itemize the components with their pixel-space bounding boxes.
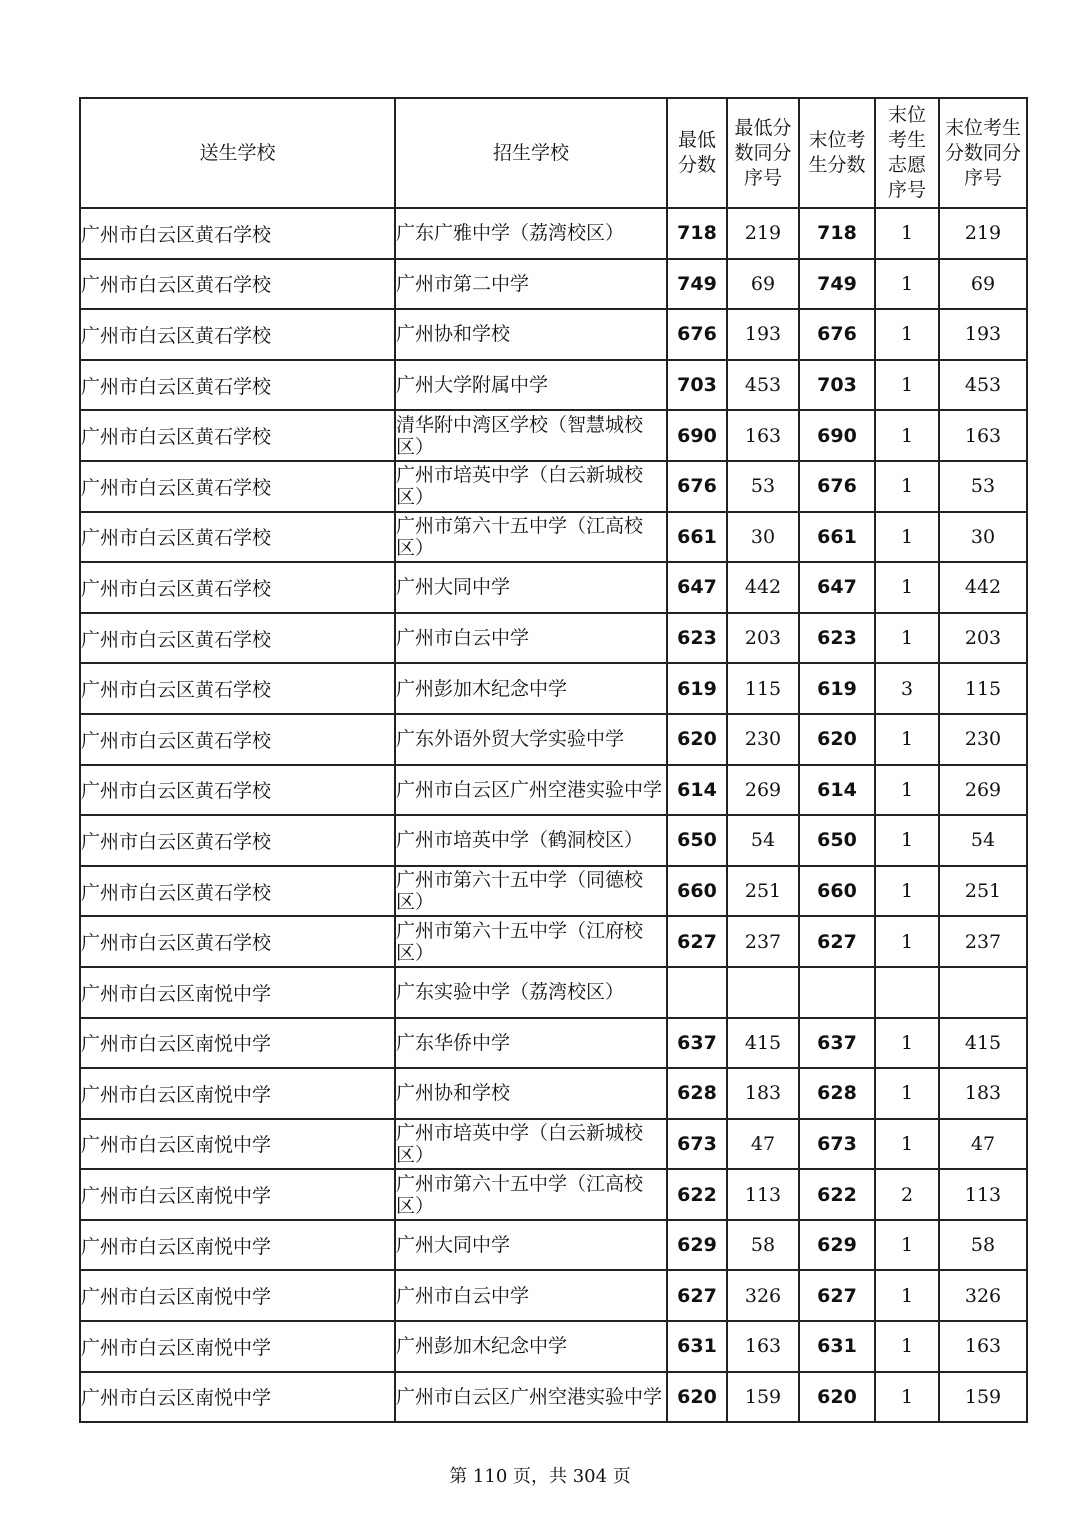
last-score-cell: 647 <box>799 562 875 613</box>
send-school-cell: 广州市白云区南悦中学 <box>80 1119 395 1170</box>
last-rank-cell: 326 <box>939 1270 1027 1321</box>
last-rank-cell: 163 <box>939 1321 1027 1372</box>
send-school-cell: 广州市白云区黄石学校 <box>80 714 395 765</box>
table-body <box>80 208 1027 1422</box>
send-school-cell: 广州市白云区南悦中学 <box>80 1169 395 1220</box>
recv-school-cell: 广东华侨中学 <box>395 1018 667 1069</box>
last-score-cell: 637 <box>799 1018 875 1069</box>
recv-school-cell: 广州大同中学 <box>395 1220 667 1271</box>
last-rank-cell: 251 <box>939 866 1027 917</box>
last-score-cell: 690 <box>799 410 875 461</box>
last-rank-cell: 183 <box>939 1068 1027 1119</box>
min-rank-cell: 54 <box>727 815 799 866</box>
last-score-cell: 673 <box>799 1119 875 1170</box>
table-row <box>80 309 1027 360</box>
page-number: 第 110 页，共 304 页 <box>449 1466 631 1487</box>
recv-school-cell: 广州市第二中学 <box>395 259 667 310</box>
last-wish-cell: 1 <box>875 1119 939 1170</box>
page-footer <box>0 1462 1080 1488</box>
last-score-cell: 631 <box>799 1321 875 1372</box>
min-score-cell: 661 <box>667 512 727 563</box>
table-row <box>80 916 1027 967</box>
send-school-cell: 广州市白云区黄石学校 <box>80 208 395 259</box>
table-row <box>80 1220 1027 1271</box>
last-wish-cell: 1 <box>875 1270 939 1321</box>
send-school-cell: 广州市白云区黄石学校 <box>80 360 395 411</box>
min-rank-cell: 115 <box>727 663 799 714</box>
min-score-cell: 620 <box>667 1372 727 1423</box>
min-score-cell: 622 <box>667 1169 727 1220</box>
send-school-cell: 广州市白云区黄石学校 <box>80 815 395 866</box>
min-rank-cell: 47 <box>727 1119 799 1170</box>
last-score-cell: 703 <box>799 360 875 411</box>
last-wish-cell: 1 <box>875 866 939 917</box>
min-score-cell: 629 <box>667 1220 727 1271</box>
min-rank-cell: 163 <box>727 1321 799 1372</box>
last-score-cell: 660 <box>799 866 875 917</box>
table-row <box>80 461 1027 512</box>
last-wish-cell: 1 <box>875 360 939 411</box>
last-score-cell: 661 <box>799 512 875 563</box>
min-rank-cell: 163 <box>727 410 799 461</box>
header-min-score: 最低 分数 <box>667 98 727 208</box>
recv-school-cell: 广州市培英中学（白云新城校区） <box>395 461 667 512</box>
table-row <box>80 815 1027 866</box>
last-wish-cell: 2 <box>875 1169 939 1220</box>
recv-school-cell: 广东广雅中学（荔湾校区） <box>395 208 667 259</box>
last-score-cell: 749 <box>799 259 875 310</box>
min-score-cell: 631 <box>667 1321 727 1372</box>
recv-school-cell: 广州市白云区广州空港实验中学 <box>395 765 667 816</box>
last-rank-cell: 163 <box>939 410 1027 461</box>
table-row <box>80 259 1027 310</box>
last-rank-cell: 442 <box>939 562 1027 613</box>
table-row <box>80 765 1027 816</box>
min-rank-cell: 203 <box>727 613 799 664</box>
last-wish-cell: 1 <box>875 613 939 664</box>
last-wish-cell: 1 <box>875 1321 939 1372</box>
recv-school-cell: 广州市白云中学 <box>395 1270 667 1321</box>
table-row <box>80 1270 1027 1321</box>
min-score-cell: 673 <box>667 1119 727 1170</box>
last-rank-cell: 58 <box>939 1220 1027 1271</box>
last-score-cell: 619 <box>799 663 875 714</box>
min-rank-cell: 69 <box>727 259 799 310</box>
recv-school-cell: 清华附中湾区学校（智慧城校区） <box>395 410 667 461</box>
header-last-wish: 末位 考生 志愿 序号 <box>875 98 939 208</box>
send-school-cell: 广州市白云区黄石学校 <box>80 663 395 714</box>
min-rank-cell: 251 <box>727 866 799 917</box>
last-rank-cell: 115 <box>939 663 1027 714</box>
last-score-cell: 627 <box>799 916 875 967</box>
table-row <box>80 1018 1027 1069</box>
table-row <box>80 208 1027 259</box>
last-score-cell: 628 <box>799 1068 875 1119</box>
last-wish-cell: 1 <box>875 1018 939 1069</box>
table-row <box>80 663 1027 714</box>
last-rank-cell: 219 <box>939 208 1027 259</box>
min-rank-cell: 113 <box>727 1169 799 1220</box>
last-rank-cell <box>939 967 1027 1018</box>
min-score-cell: 660 <box>667 866 727 917</box>
min-rank-cell: 159 <box>727 1372 799 1423</box>
min-score-cell: 647 <box>667 562 727 613</box>
table-row <box>80 866 1027 917</box>
admission-table <box>79 97 1028 1423</box>
table-row <box>80 613 1027 664</box>
last-score-cell <box>799 967 875 1018</box>
min-rank-cell: 326 <box>727 1270 799 1321</box>
send-school-cell: 广州市白云区黄石学校 <box>80 613 395 664</box>
last-score-cell: 620 <box>799 1372 875 1423</box>
table-row <box>80 410 1027 461</box>
send-school-cell: 广州市白云区黄石学校 <box>80 562 395 613</box>
last-wish-cell: 1 <box>875 1372 939 1423</box>
min-score-cell: 718 <box>667 208 727 259</box>
last-score-cell: 627 <box>799 1270 875 1321</box>
send-school-cell: 广州市白云区黄石学校 <box>80 866 395 917</box>
header-recv-school: 招生学校 <box>395 98 667 208</box>
last-wish-cell: 1 <box>875 815 939 866</box>
last-score-cell: 676 <box>799 461 875 512</box>
send-school-cell: 广州市白云区南悦中学 <box>80 1068 395 1119</box>
last-rank-cell: 203 <box>939 613 1027 664</box>
last-score-cell: 718 <box>799 208 875 259</box>
recv-school-cell: 广州彭加木纪念中学 <box>395 1321 667 1372</box>
last-wish-cell: 3 <box>875 663 939 714</box>
last-wish-cell: 1 <box>875 562 939 613</box>
table-row <box>80 714 1027 765</box>
min-rank-cell <box>727 967 799 1018</box>
last-rank-cell: 30 <box>939 512 1027 563</box>
last-wish-cell: 1 <box>875 916 939 967</box>
min-score-cell: 620 <box>667 714 727 765</box>
recv-school-cell: 广州市培英中学（白云新城校区） <box>395 1119 667 1170</box>
last-score-cell: 629 <box>799 1220 875 1271</box>
send-school-cell: 广州市白云区南悦中学 <box>80 1321 395 1372</box>
recv-school-cell: 广州市第六十五中学（同德校区） <box>395 866 667 917</box>
min-score-cell: 637 <box>667 1018 727 1069</box>
recv-school-cell: 广州市培英中学（鹤洞校区） <box>395 815 667 866</box>
last-wish-cell <box>875 967 939 1018</box>
recv-school-cell: 广州协和学校 <box>395 1068 667 1119</box>
recv-school-cell: 广州大学附属中学 <box>395 360 667 411</box>
last-wish-cell: 1 <box>875 410 939 461</box>
table-row <box>80 512 1027 563</box>
min-score-cell <box>667 967 727 1018</box>
last-score-cell: 623 <box>799 613 875 664</box>
min-score-cell: 749 <box>667 259 727 310</box>
last-rank-cell: 53 <box>939 461 1027 512</box>
last-rank-cell: 47 <box>939 1119 1027 1170</box>
min-rank-cell: 230 <box>727 714 799 765</box>
send-school-cell: 广州市白云区黄石学校 <box>80 461 395 512</box>
recv-school-cell: 广州彭加木纪念中学 <box>395 663 667 714</box>
last-rank-cell: 54 <box>939 815 1027 866</box>
min-score-cell: 676 <box>667 461 727 512</box>
send-school-cell: 广州市白云区南悦中学 <box>80 1220 395 1271</box>
send-school-cell: 广州市白云区南悦中学 <box>80 1372 395 1423</box>
min-score-cell: 650 <box>667 815 727 866</box>
last-wish-cell: 1 <box>875 309 939 360</box>
last-wish-cell: 1 <box>875 714 939 765</box>
table-row <box>80 360 1027 411</box>
recv-school-cell: 广东实验中学（荔湾校区） <box>395 967 667 1018</box>
header-min-rank: 最低分 数同分 序号 <box>727 98 799 208</box>
send-school-cell: 广州市白云区南悦中学 <box>80 1018 395 1069</box>
send-school-cell: 广州市白云区黄石学校 <box>80 259 395 310</box>
last-wish-cell: 1 <box>875 765 939 816</box>
header-send-school: 送生学校 <box>80 98 395 208</box>
min-rank-cell: 219 <box>727 208 799 259</box>
last-rank-cell: 113 <box>939 1169 1027 1220</box>
min-rank-cell: 269 <box>727 765 799 816</box>
recv-school-cell: 广东外语外贸大学实验中学 <box>395 714 667 765</box>
header-row <box>80 98 1027 208</box>
recv-school-cell: 广州大同中学 <box>395 562 667 613</box>
send-school-cell: 广州市白云区黄石学校 <box>80 916 395 967</box>
send-school-cell: 广州市白云区黄石学校 <box>80 410 395 461</box>
recv-school-cell: 广州市第六十五中学（江府校区） <box>395 916 667 967</box>
table-row <box>80 1321 1027 1372</box>
last-rank-cell: 237 <box>939 916 1027 967</box>
min-rank-cell: 58 <box>727 1220 799 1271</box>
last-rank-cell: 269 <box>939 765 1027 816</box>
min-score-cell: 676 <box>667 309 727 360</box>
min-score-cell: 627 <box>667 916 727 967</box>
min-rank-cell: 30 <box>727 512 799 563</box>
last-rank-cell: 230 <box>939 714 1027 765</box>
recv-school-cell: 广州市白云区广州空港实验中学 <box>395 1372 667 1423</box>
send-school-cell: 广州市白云区黄石学校 <box>80 512 395 563</box>
last-wish-cell: 1 <box>875 512 939 563</box>
last-rank-cell: 159 <box>939 1372 1027 1423</box>
min-score-cell: 623 <box>667 613 727 664</box>
last-score-cell: 614 <box>799 765 875 816</box>
table-row <box>80 562 1027 613</box>
min-rank-cell: 193 <box>727 309 799 360</box>
min-rank-cell: 453 <box>727 360 799 411</box>
last-wish-cell: 1 <box>875 208 939 259</box>
header-last-rank: 末位考生 分数同分 序号 <box>939 98 1027 208</box>
min-rank-cell: 442 <box>727 562 799 613</box>
table-row <box>80 967 1027 1018</box>
recv-school-cell: 广州市第六十五中学（江高校区） <box>395 1169 667 1220</box>
min-score-cell: 690 <box>667 410 727 461</box>
min-rank-cell: 53 <box>727 461 799 512</box>
min-rank-cell: 183 <box>727 1068 799 1119</box>
min-rank-cell: 415 <box>727 1018 799 1069</box>
min-score-cell: 627 <box>667 1270 727 1321</box>
last-rank-cell: 453 <box>939 360 1027 411</box>
send-school-cell: 广州市白云区南悦中学 <box>80 967 395 1018</box>
last-score-cell: 622 <box>799 1169 875 1220</box>
recv-school-cell: 广州市白云中学 <box>395 613 667 664</box>
header-last-score: 末位考 生分数 <box>799 98 875 208</box>
send-school-cell: 广州市白云区黄石学校 <box>80 309 395 360</box>
last-rank-cell: 415 <box>939 1018 1027 1069</box>
table-row <box>80 1372 1027 1423</box>
send-school-cell: 广州市白云区南悦中学 <box>80 1270 395 1321</box>
table-row <box>80 1169 1027 1220</box>
send-school-cell: 广州市白云区黄石学校 <box>80 765 395 816</box>
table-row <box>80 1068 1027 1119</box>
min-rank-cell: 237 <box>727 916 799 967</box>
recv-school-cell: 广州市第六十五中学（江高校区） <box>395 512 667 563</box>
last-rank-cell: 69 <box>939 259 1027 310</box>
table-row <box>80 1119 1027 1170</box>
min-score-cell: 614 <box>667 765 727 816</box>
last-score-cell: 620 <box>799 714 875 765</box>
recv-school-cell: 广州协和学校 <box>395 309 667 360</box>
last-wish-cell: 1 <box>875 259 939 310</box>
last-rank-cell: 193 <box>939 309 1027 360</box>
last-score-cell: 650 <box>799 815 875 866</box>
last-wish-cell: 1 <box>875 461 939 512</box>
last-wish-cell: 1 <box>875 1220 939 1271</box>
last-wish-cell: 1 <box>875 1068 939 1119</box>
min-score-cell: 619 <box>667 663 727 714</box>
min-score-cell: 703 <box>667 360 727 411</box>
min-score-cell: 628 <box>667 1068 727 1119</box>
last-score-cell: 676 <box>799 309 875 360</box>
